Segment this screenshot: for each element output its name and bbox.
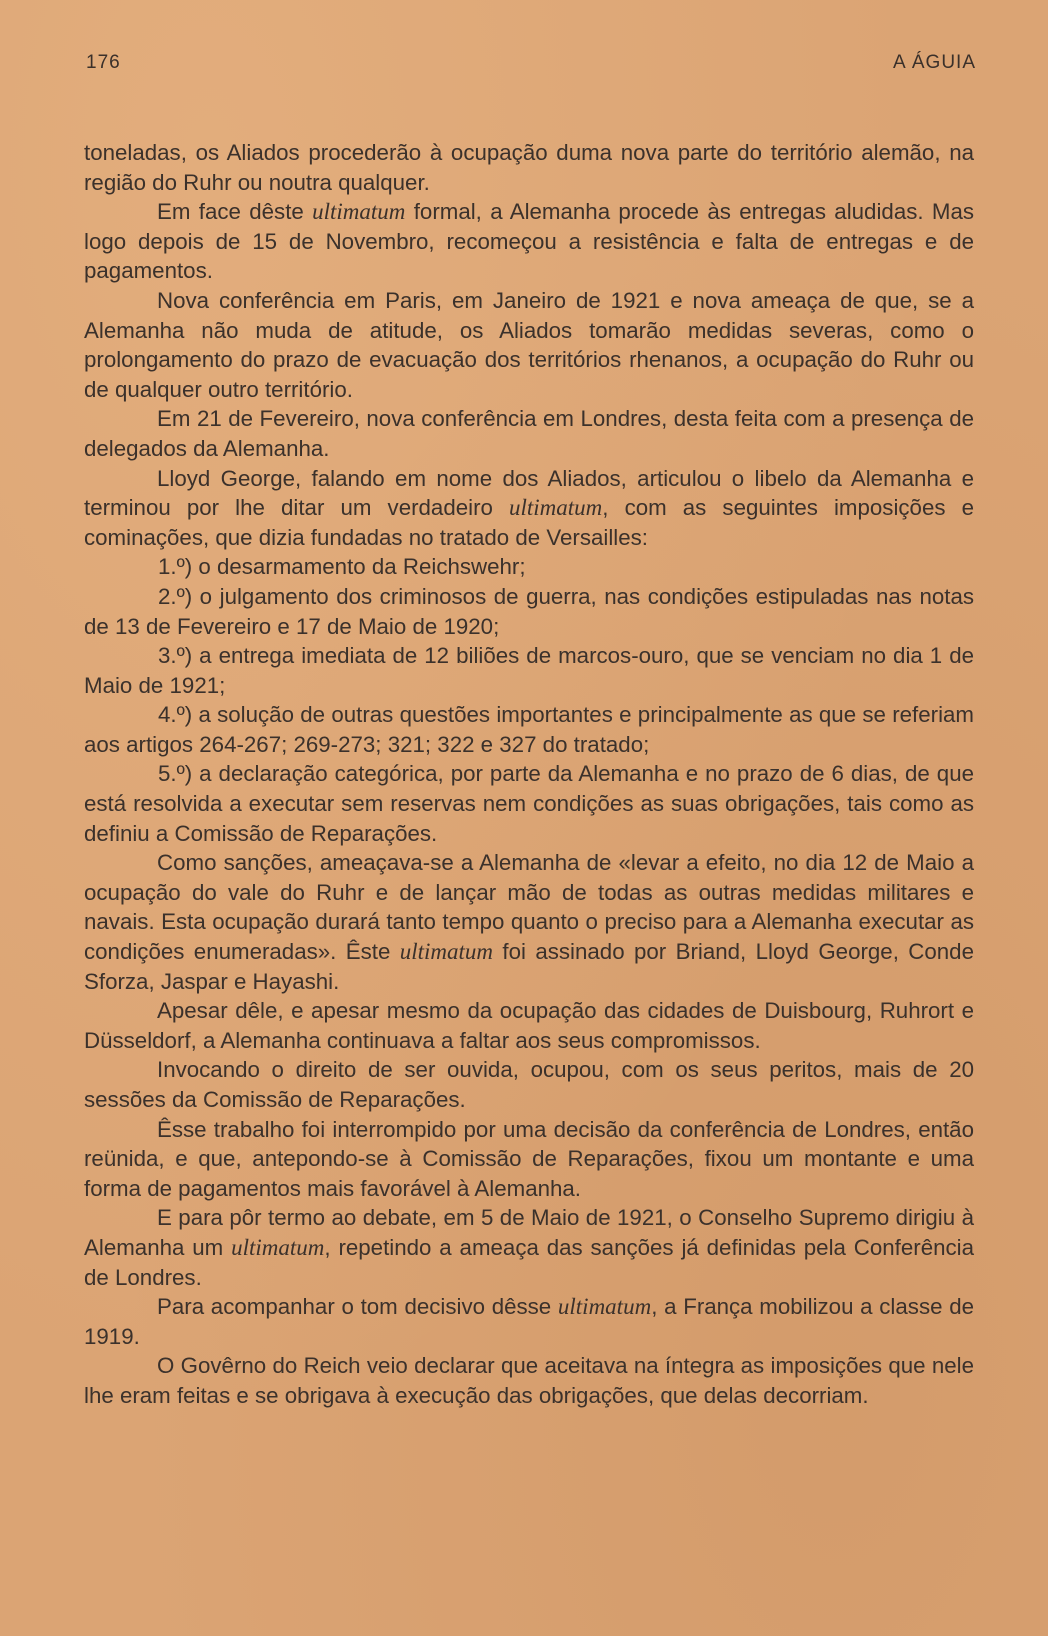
list-item [84,700,974,759]
text-run: Em 21 de Fevereiro, nova conferência em Londres, desta feita com a presença de delegados da Alemanha. [84,406,974,461]
text-run: 2.º) o julgamento dos criminosos de guerra, nas condições estipuladas nas notas de 13 de Fevereiro e 17 de Maio de 1920; [84,583,974,639]
text-run: Lloyd George, falando em nome dos Aliados, articulou o libelo da Alemanha e terminou por lhe ditar um verdadeiro [84,465,974,521]
italic-term: ultimatum [557,1294,652,1320]
text-run: 5.º) a declaração categórica, por parte da Alemanha e no prazo de 6 dias, de que está resolvida a executar sem reservas nem condições as suas obrigações, tais como as definiu a Comissão de Reparações. [84,761,974,846]
italic-term: ultimatum [509,495,603,521]
list-item [84,552,974,582]
text-run: , a França mobilizou a classe de 1919. [84,1294,974,1349]
text-run: formal, a Alemanha procede às entregas aludidas. Mas logo depois de 15 de Novembro, recomeçou a resistência e falta de entregas e de pagamentos. [84,199,975,284]
text-run: , com as seguintes imposições e cominações, que dizia fundadas no tratado de Versailles: [84,495,974,550]
paragraph [84,286,974,404]
running-title: A ÁGUIA [892,52,976,73]
paragraph [84,1292,974,1351]
paragraph [84,996,974,1055]
text-run: E para pôr termo ao debate, em 5 de Maio de 1921, o Conselho Supremo dirigiu à Alemanha um [84,1205,974,1260]
list-item [84,641,974,700]
body-text [84,138,974,1411]
paragraph [84,1351,974,1410]
text-run: O Govêrno do Reich veio declarar que aceitava na íntegra as imposições que nele lhe eram feitas e se obrigava à execução das obrigações, que delas decorriam. [84,1353,974,1408]
paragraph [84,138,974,197]
text-run: foi assinado por Briand, Lloyd George, Conde Sforza, Jaspar e Hayashi. [84,939,974,994]
paragraph [84,404,974,463]
text-run: 4.º) a solução de outras questões importantes e principalmente as que se referiam aos artigos 264-267; 269-273; 321; 322 e 327 do tratado; [84,702,974,757]
text-run: Êsse trabalho foi interrompido por uma decisão da conferência de Londres, então reünida, e que, antepondo-se à Comissão de Reparações, fixou um montante e uma forma de pagamentos mais favorável à Alemanha. [84,1116,974,1201]
text-run: Invocando o direito de ser ouvida, ocupou, com os seus peritos, mais de 20 sessões da Comissão de Reparações. [84,1057,974,1112]
paragraph [84,848,974,996]
paragraph [84,1203,974,1292]
paragraph [84,464,974,553]
text-run: 1.º) o desarmamento da Reichswehr; [158,554,526,580]
text-run: 3.º) a entrega imediata de 12 biliões de marcos-ouro, que se venciam no dia 1 de Maio de 1921; [84,643,974,698]
paragraph [84,1115,974,1204]
page-header [86,52,976,74]
list-item [84,759,974,848]
text-run: Para acompanhar o tom decisivo dêsse [157,1294,558,1320]
text-run: Apesar dêle, e apesar mesmo da ocupação das cidades de Duisbourg, Ruhrort e Düsseldorf, a Alemanha continuava a faltar aos seus compromissos. [84,998,974,1053]
page-number: 176 [86,52,121,73]
italic-term: ultimatum [399,939,494,965]
text-run: Como sanções, ameaçava-se a Alemanha de «levar a efeito, no dia 12 de Maio a ocupação do vale do Ruhr e de lançar mão de todas as outras medidas militares e navais. Esta ocupação durará tanto tempo quanto o preciso para a Alemanha executar as condições enumeradas». Êste [84,850,974,965]
italic-term: ultimatum [231,1234,325,1260]
paragraph [84,197,974,286]
paragraph [84,1055,974,1114]
text-run: toneladas, os Aliados procederão à ocupação duma nova parte do território alemão, na região do Ruhr ou noutra qualquer. [84,140,974,195]
italic-term: ultimatum [312,199,406,225]
text-run: , repetindo a ameaça das sanções já definidas pela Conferência de Londres. [84,1234,975,1290]
text-run: Nova conferência em Paris, em Janeiro de 1921 e nova ameaça de que, se a Alemanha não muda de atitude, os Aliados tomarão medidas severas, como o prolongamento do prazo de evacuação dos territórios rhenanos, a ocupação do Ruhr ou de qualquer outro território. [84,287,974,402]
list-item [84,582,974,641]
text-run: Em face dêste [157,199,313,225]
